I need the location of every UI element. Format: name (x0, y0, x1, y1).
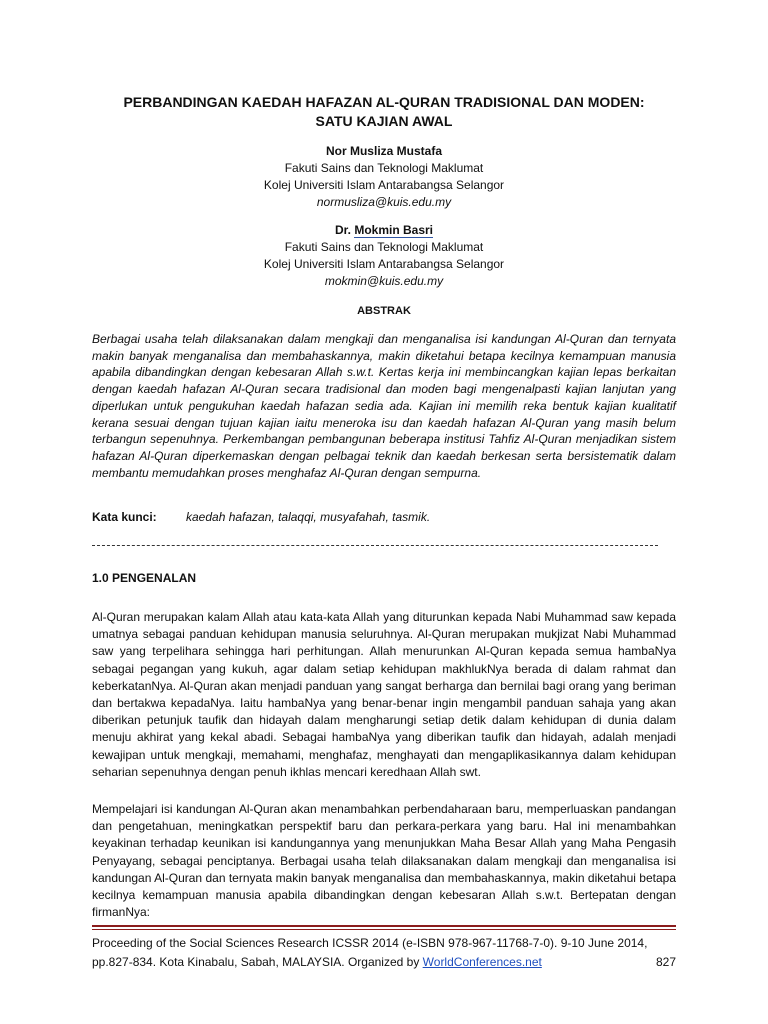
author-name (92, 222, 676, 239)
author-faculty: Fakuti Sains dan Teknologi Maklumat (284, 240, 484, 254)
body-paragraph-2: Mempelajari isi kandungan Al-Quran akan menambahkan perbendaharaan baru, memperluaskan pandangan dan pengetahuan, meningkatkan perspektif baru dan perkara-perkara yang baru. Hal ini menambahkan keyakinan terhadap keunikan isi kandungannya yang menunjukkan Maha Besar Allah yang Maha Pengasih Penyayang, sebagai penciptanya. Berbagai usaha telah dilaksanakan dalam mengkaji dan menganalisa isi kandungan Al-Quran dan ternyata makin banyak menganalisa dan membahaskannya, makin diketahui betapa kecilnya kemampuan manusia apabila dibandingkan dengan kebesaran Allah s.w.t. Bertepatan dengan firmanNya: (92, 802, 676, 920)
author-institution: Kolej Universiti Islam Antarabangsa Selangor (263, 178, 505, 192)
author-email: mokmin@kuis.edu.my (324, 274, 444, 288)
footer-line1: Proceeding of the Social Sciences Research ICSSR 2014 (e-ISBN 978-967-11768-7-0). 9-10 June 2014, (92, 936, 648, 950)
author-email: normusliza@kuis.edu.my (316, 195, 452, 209)
section-heading: 1.0 PENGENALAN (92, 571, 197, 585)
author-name-prefix: Dr. (334, 223, 355, 237)
author-name-main: Mokmin Basri (354, 223, 434, 237)
keywords (92, 509, 676, 525)
author-institution: Kolej Universiti Islam Antarabangsa Selangor (263, 257, 505, 271)
body-paragraph-1: Al-Quran merupakan kalam Allah atau kata-kata Allah yang diturunkan kepada Nabi Muhammad saw kepada umatnya sebagai panduan kehidupan manusia seluruhnya. Al-Quran merupakan mukjizat Nabi Muhammad saw yang terpelihara sehingga hari perhitungan. Allah menurunkan Al-Quran kepada semua hambaNya sebagai pegangan yang kukuh, agar dalam setiap kehidupan makhlukNya berada di dalam rahmat dan keberkatanNya. Al-Quran akan menjadi panduan yang sangat berharga dan bernilai bagi orang yang beriman dan bertakwa kepadaNya. Iaitu hambaNya yang benar-benar ingin mengambil panduan sahaja yang akan diberikan petunjuk taufik dan hidayah dalam mengharungi setiap detik dalam kehidupan di dunia dalam menuju akhirat yang kekal abadi. Sebagai hambaNya yang diberikan taufik dan hidayah, adalah menjadi kewajipan untuk mengkaji, memahami, menghafaz, menghayati dan mengaplikasikannya dalam kehidupan seharian sepenuhnya dengan penuh ikhlas mencari keredhaan Allah swt. (92, 610, 676, 779)
author-faculty: Fakuti Sains dan Teknologi Maklumat (284, 161, 484, 175)
footer-line2-text: pp.827-834. Kota Kinabalu, Sabah, MALAYSIA. Organized by (92, 955, 423, 969)
author-block-1 (92, 143, 676, 211)
footer-rule-thin (92, 929, 676, 930)
keywords-label: Kata kunci: (92, 510, 157, 524)
section-divider (92, 545, 658, 546)
author-name: Nor Musliza Mustafa (325, 144, 442, 158)
footer-link[interactable]: WorldConferences.net (422, 955, 542, 969)
author-block-2 (92, 222, 676, 290)
footer (92, 934, 676, 972)
paper-title (92, 93, 676, 131)
keywords-value: kaedah hafazan, talaqqi, musyafahah, tasmik. (186, 510, 431, 524)
page-number: 827 (655, 955, 676, 969)
paper-title-line2: SATU KAJIAN AWAL (315, 113, 453, 129)
footer-line2 (92, 953, 676, 972)
abstract-text: Berbagai usaha telah dilaksanakan dalam mengkaji dan menganalisa isi kandungan Al-Quran dan ternyata makin banyak menganalisa dan membahaskannya, makin diketahui betapa kecilnya kemampuan manusia apabila dibandingkan dengan kebesaran Allah s.w.t. Kertas kerja ini membincangkan kajian lepas berkaitan dengan kaedah hafazan Al-Quran secara tradisional dan moden bagi mengenalpasti kajian lanjutan yang diperlukan untuk pengukuhan kaedah hafazan sedia ada. Kajian ini memilih reka bentuk kajian kualitatif kerana sesuai dengan tujuan kajian iaitu meneroka isu dan kaedah hafazan Al-Quran yang masih belum terbangun sepenuhnya. Perkembangan pembangunan beberapa institusi Tahfiz Al-Quran menjadikan sistem hafazan Al-Quran diperkemaskan dengan pelbagai teknik dan kaedah berkesan serta bersistematik dalam membantu memudahkan proses menghafaz Al-Quran dengan sempurna. (92, 332, 676, 480)
paper-title-line1: PERBANDINGAN KAEDAH HAFAZAN AL-QURAN TRADISIONAL DAN MODEN: (123, 94, 645, 110)
footer-rule (92, 925, 676, 927)
abstract-heading: ABSTRAK (357, 305, 411, 317)
